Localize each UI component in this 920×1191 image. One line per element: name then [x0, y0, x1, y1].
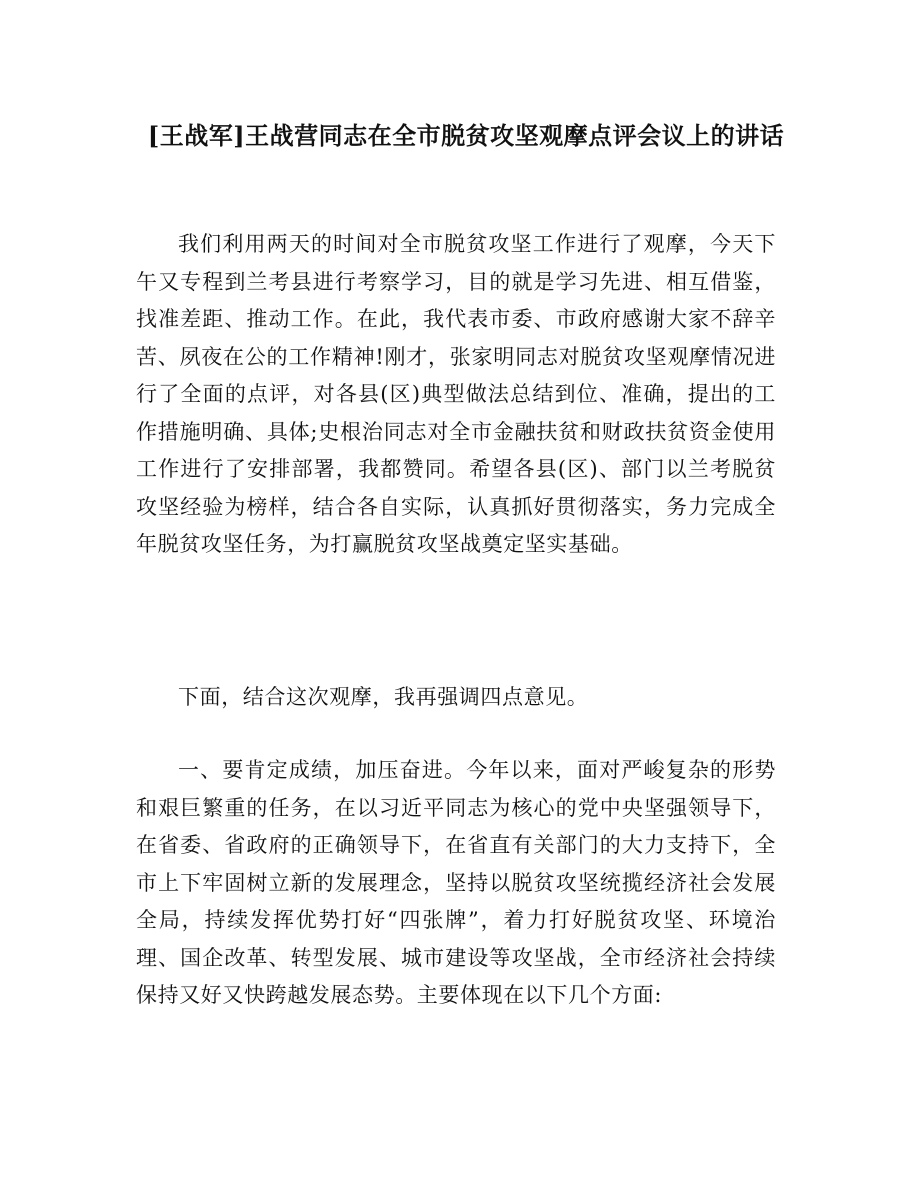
body-paragraph-1: 我们利用两天的时间对全市脱贫攻坚工作进行了观摩，今天下午又专程到兰考县进行考察学习，目的就是学习先进、相互借鉴，找准差距、推动工作。在此，我代表市委、市政府感谢大家不辞辛苦、夙夜在公的工作精神!刚才，张家明同志对脱贫攻坚观摩情况进行了全面的点评，对各县(区)典型做法总结到位、准确，提出的工作措施明确、具体;史根治同志对全市金融扶贫和财政扶贫资金使用工作进行了安排部署，我都赞同。希望各县(区)、部门以兰考脱贫攻坚经验为榜样，结合各自实际，认真抓好贯彻落实，务力完成全年脱贫攻坚任务，为打赢脱贫攻坚战奠定坚实基础。: [136, 232, 776, 556]
document-title: [王战军]王战营同志在全市脱贫攻坚观摩点评会议上的讲话: [147, 121, 785, 150]
body-paragraph-3: 一、要肯定成绩，加压奋进。今年以来，面对严峻复杂的形势和艰巨繁重的任务，在以习近平同志为核心的党中央坚强领导下，在省委、省政府的正确领导下，在省直有关部门的大力支持下，全市上下牢固树立新的发展理念，坚持以脱贫攻坚统揽经济社会发展全局，持续发挥优势打好“四张牌”，着力打好脱贫攻坚、环境治理、国企改革、转型发展、城市建设等攻坚战，全市经济社会持续保持又好又快跨越发展态势。主要体现在以下几个方面:: [136, 758, 776, 1007]
body-paragraph-2: 下面，结合这次观摩，我再强调四点意见。: [178, 685, 589, 709]
